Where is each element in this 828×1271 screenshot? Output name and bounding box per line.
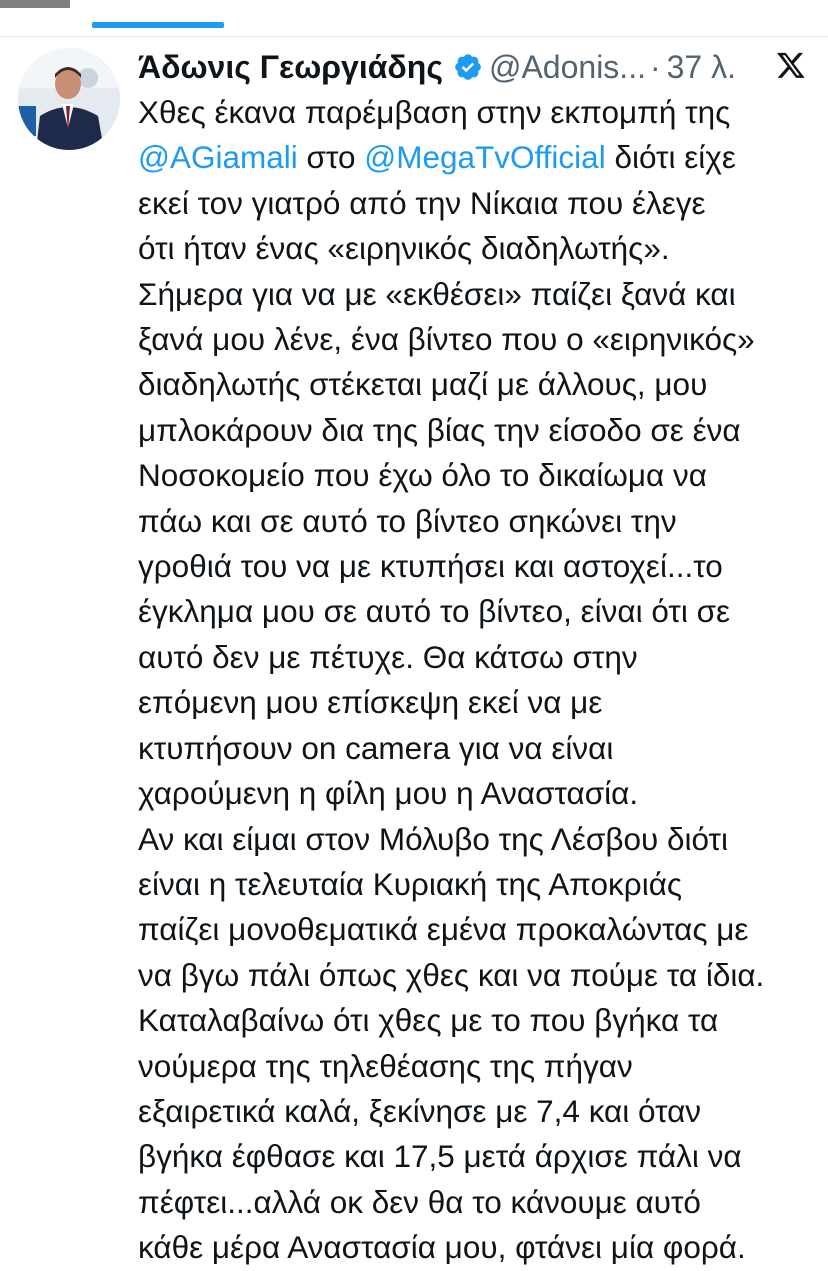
tweet-text bbox=[138, 90, 818, 1271]
text-line: Σήμερα για να με «εκθέσει» παίζει ξανά και bbox=[138, 275, 736, 312]
text-line: ότι ήταν ένας «ειρηνικός διαδηλωτής». bbox=[138, 230, 670, 267]
text-line: αυτό δεν με πέτυχε. Θα κάτσω στην bbox=[138, 638, 638, 675]
previous-tweet-fragment bbox=[0, 0, 828, 34]
header-separator: · bbox=[649, 48, 661, 85]
text-line: πάω και σε αυτό το βίντεο σηκώνει την bbox=[138, 502, 677, 539]
verified-badge-icon bbox=[453, 52, 483, 82]
text-line: Νοσοκομείο που έχω όλο το δικαίωμα να bbox=[138, 457, 707, 494]
text-line: Χθες έκανα παρέμβαση στην εκπομπή της bbox=[138, 94, 731, 130]
text-line: είναι η τελευταία Κυριακή της Αποκριάς bbox=[138, 865, 683, 902]
text-line: Αν και είμαι στον Μόλυβο της Λέσβου διότι bbox=[138, 820, 728, 857]
text-line: πέφτει...αλλά οκ δεν θα το κάνουμε αυτό bbox=[138, 1183, 701, 1220]
avatar-photo-icon bbox=[18, 48, 120, 150]
text-line: μπλοκάρουν δια της βίας την είσοδο σε ένα bbox=[138, 411, 741, 448]
text-line: νούμερα της τηλεθέασης της πήγαν bbox=[138, 1047, 633, 1084]
tweet-header bbox=[138, 44, 818, 90]
tweet-timestamp[interactable]: 37 λ. bbox=[666, 48, 736, 85]
author-name[interactable]: Άδωνις Γεωργιάδης bbox=[138, 48, 443, 85]
text-line: να βγω πάλι όπως χθες και να πούμε τα ίδια. bbox=[138, 956, 765, 993]
text-line: βγήκα έφθασε και 17,5 μετά άρχισε πάλι να bbox=[138, 1138, 742, 1175]
text-fragment: στο bbox=[297, 139, 365, 176]
cropped-element bbox=[0, 0, 70, 8]
mention-link[interactable]: @MegaTvOfficial bbox=[364, 139, 606, 176]
text-line: εκεί τον γιατρό από την Νίκαια που έλεγε bbox=[138, 184, 706, 221]
mention-link[interactable]: @AGiamali bbox=[138, 139, 298, 176]
text-line: κτυπήσουν on camera για να είναι bbox=[138, 729, 614, 766]
text-line: επόμενη μου επίσκεψη εκεί να με bbox=[138, 684, 603, 721]
tweet[interactable] bbox=[138, 44, 818, 1271]
cropped-link-underline bbox=[92, 22, 224, 28]
text-line: κάθε μέρα Αναστασία μου, φτάνει μία φορά. bbox=[138, 1229, 746, 1266]
text-line: εξαιρετικά καλά, ξεκίνησε με 7,4 και όταν bbox=[138, 1092, 702, 1129]
text-line: χαρούμενη η φίλη μου η Αναστασία. bbox=[138, 775, 639, 812]
avatar[interactable] bbox=[18, 48, 120, 150]
text-line bbox=[138, 135, 818, 180]
text-line: Καταλαβαίνω ότι χθες με το που βγήκα τα bbox=[138, 1002, 719, 1039]
text-line: παίζει μονοθεματικά εμένα προκαλώντας με bbox=[138, 911, 749, 948]
author-handle[interactable]: @Adonis... bbox=[488, 48, 646, 85]
text-fragment: διότι είχε bbox=[605, 139, 736, 176]
text-line: διαδηλωτής στέκεται μαζί με άλλους, μου bbox=[138, 366, 708, 403]
text-line: ξανά μου λένε, ένα βίντεο που ο «ειρηνικός» bbox=[138, 321, 755, 358]
tweet-divider bbox=[0, 36, 828, 37]
text-line: γροθιά του να με κτυπήσει και αστοχεί...το bbox=[138, 548, 723, 585]
text-line: έγκλημα μου σε αυτό το βίντεο, είναι ότι σε bbox=[138, 593, 731, 630]
